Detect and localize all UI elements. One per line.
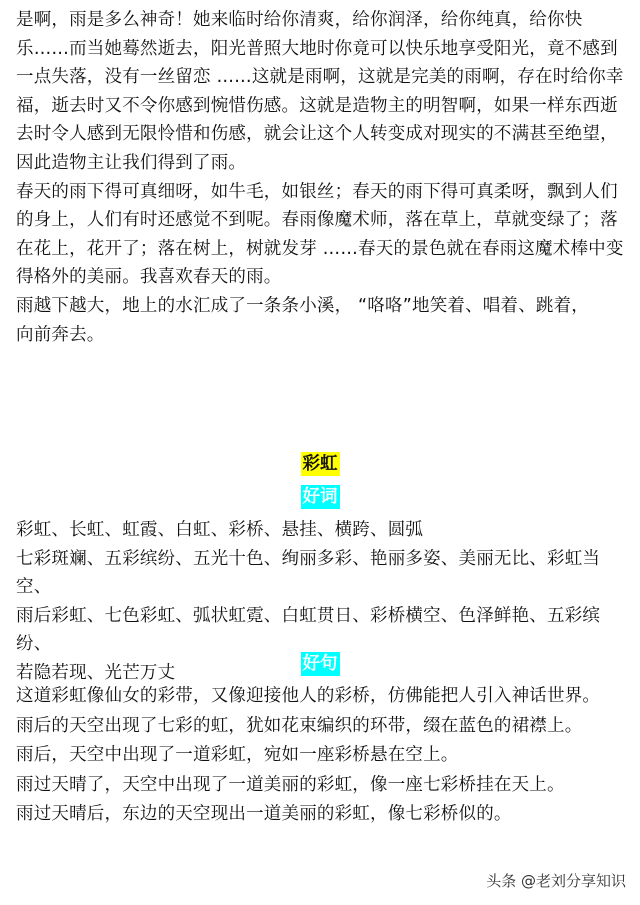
sentences-list — [16, 682, 628, 830]
sentence-line: 雨后的天空出现了七彩的虹，犹如花束编织的环带，缀在蓝色的裙襟上。 — [16, 715, 583, 736]
text-line: 得格外的美丽。我喜欢春天的雨。 — [16, 267, 282, 288]
text-line: 一点失落，没有一丝留恋 ……这就是雨啊，这就是完美的雨啊，存在时给你幸 — [16, 67, 624, 88]
sentences-heading-wrap — [0, 652, 640, 676]
text-line: 是啊，雨是多么神奇！她来临时给你清爽，给你润泽，给你纯真，给你快 — [16, 10, 583, 30]
sentence-line: 雨过天晴了，天空中出现了一道美丽的彩虹，像一座七彩桥挂在天上。 — [16, 774, 565, 795]
words-line: 雨后彩虹、七色彩虹、弧状虹霓、白虹贯日、彩桥横空、色泽鲜艳、五彩缤纷、 — [16, 605, 601, 655]
text-line: 去时令人感到无限怜惜和伤感，就会让这个人转变成对现实的不满甚至绝望， — [16, 124, 618, 145]
text-line: 在花上，花开了；落在树上，树就发芽 ……春天的景色就在春雨这魔术棒中变 — [16, 238, 624, 259]
section-title: 彩虹 — [302, 454, 338, 474]
sentence-line: 雨后，天空中出现了一道彩虹，宛如一座彩桥悬在空上。 — [16, 745, 459, 765]
words-heading-wrap — [0, 485, 640, 509]
section-title-wrap — [0, 452, 640, 476]
text-line: 春天的雨下得可真细呀，如牛毛，如银丝；春天的雨下得可真柔呀，飘到人们 — [16, 181, 618, 202]
text-line: 的身上，人们有时还感觉不到呢。春雨像魔术师，落在草上，草就变绿了；落 — [16, 210, 618, 231]
words-line: 若隐若现、光芒万丈 — [16, 662, 176, 683]
text-line: 因此造物主让我们得到了雨。 — [16, 152, 247, 173]
intro-paragraphs — [16, 6, 628, 349]
watermark: 头条 @老刘分享知识 — [486, 872, 626, 890]
words-line: 七彩斑斓、五彩缤纷、五光十色、绚丽多彩、艳丽多姿、美丽无比、彩虹当空、 — [16, 548, 601, 598]
text-line: 福，逝去时又不令你感到惋惜伤感。这就是造物主的明智啊，如果一样东西逝 — [16, 95, 618, 116]
text-line: 向前奔去。 — [16, 324, 105, 345]
words-heading: 好词 — [302, 487, 338, 507]
sentences-heading: 好句 — [302, 654, 338, 674]
words-line: 彩虹、长虹、虹霞、白虹、彩桥、悬挂、横跨、圆弧 — [16, 520, 424, 540]
sentence-line: 这道彩虹像仙女的彩带，又像迎接他人的彩桥，仿佛能把人引入神话世界。 — [16, 686, 601, 706]
text-line: 雨越下越大，地上的水汇成了一条条小溪， “咯咯”地笑着、唱着、跳着， — [16, 295, 589, 316]
sentence-line: 雨过天晴后，东边的天空现出一道美丽的彩虹，像七彩桥似的。 — [16, 804, 512, 824]
text-line: 乐……而当她蓦然逝去，阳光普照大地时你竟可以快乐地享受阳光，竟不感到 — [16, 38, 618, 59]
